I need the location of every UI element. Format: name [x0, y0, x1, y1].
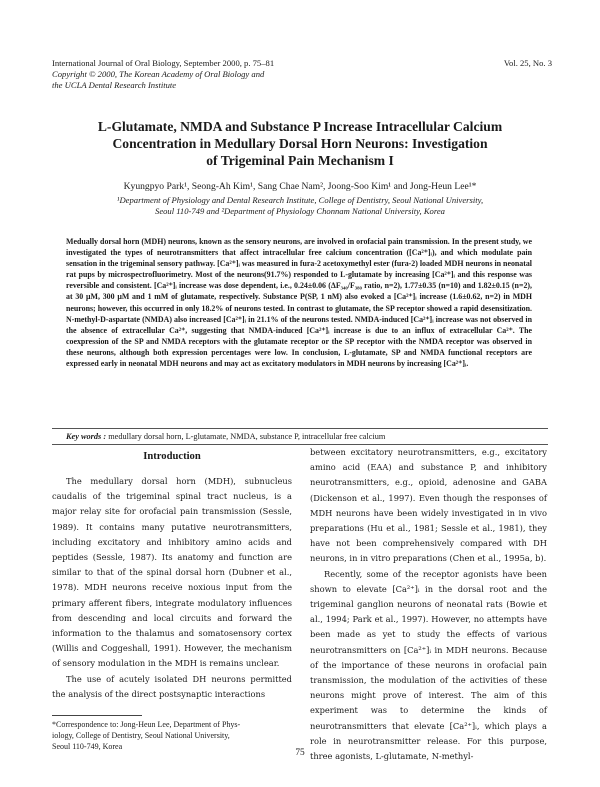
paragraph: The medullary dorsal horn (MDH), subnucleus caudalis of the trigeminal spinal tract nucleus, is a major relay site for orofacial pain transmission (Sessle, 1989). It contains many putative neurotransmitters, including excitatory and inhibitory amino acids and peptides (Sessle, 1987). Its anatomy and function are similar to that of the spinal dorsal horn (Dubner et al., 1978). MDH neurons receive noxious input from the primary afferent fibers, integrate modulatory influences from descending and local circuits and forward the information to the thalamus and somatosensory cortex (Willis and Coggeshall, 1991). However, the mechanism of sensory modulation in the MDH is remains unclear.	[52, 476, 292, 669]
copyright-line-2: the UCLA Dental Research Institute	[52, 80, 177, 90]
paragraph: The use of acutely isolated DH neurons permitted the analysis of the direct postsynaptic interactions	[52, 673, 292, 699]
title-line-1: L-Glutamate, NMDA and Substance P Increase Intracellular Calcium	[97, 119, 503, 134]
footnote-line-1: *Correspondence to: Jong-Heun Lee, Department of Phys-	[52, 720, 241, 729]
footnote-line-2: iology, College of Dentistry, Seoul National University,	[52, 731, 230, 740]
keywords-label: Key words :	[66, 432, 107, 441]
copyright-line: Copyright © 2000, The Korean Academy of Oral Biology and	[52, 69, 265, 79]
affiliation-line-2: Seoul 110-749 and ²Department of Physiology Chonnam National University, Korea	[155, 206, 445, 216]
volume-number: Vol. 25, No. 3	[503, 58, 552, 68]
article-title	[40, 118, 560, 169]
affiliations	[60, 195, 540, 217]
section-heading-introduction: Introduction	[143, 451, 201, 462]
paragraph: between excitatory neurotransmitters, e.g., excitatory amino acid (EAA) and substance P, and inhibitory neurotransmitters, e.g., opioid, adenosine and GABA (Dickenson et al., 1997). Even though the responses of MDH neurons have been widely investigated in in vivo preparations (Hu et al., 1981; Sessle et al., 1981), they have not been comprehensively compared with DH neurons, in in vitro preparations (Chen et al., 1995a, b).	[310, 447, 547, 564]
journal-citation: International Journal of Oral Biology, September 2000, p. 75–81	[52, 58, 275, 68]
keywords-text: medullary dorsal horn, L-glutamate, NMDA, substance P, intracellular free calcium	[108, 432, 386, 441]
affiliation-line-1: ¹Department of Physiology and Dental Research Institute, College of Dentistry, Seoul National University,	[116, 195, 484, 205]
abstract-top-rule	[52, 428, 548, 429]
title-line-3: of Trigeminal Pain Mechanism I	[206, 153, 394, 168]
body-column-left	[52, 474, 292, 702]
footnote-rule	[52, 715, 142, 716]
body-column-right	[310, 445, 547, 764]
abstract: Medually dorsal horn (MDH) neurons, known as the sensory neurons, are involved in orofacial pain transmission. In the present study, we investigated the types of neurotransmitters that affect intracellular free calcium concentration ([Ca²⁺]ᵢ), and which modulate pain sensation in the trigeminal sensory pathway. [Ca²⁺]ᵢ was measured in fura-2 acetoxymethyl ester (fura-2) loaded MDH neurons in neonatal rat pups by microspectrofluorimetry. Most of the neurons(91.7%) responded to L-glutamate by increasing [Ca²⁺]ᵢ and this response was reversible and consistent. [Ca²⁺]ᵢ increase was dose dependent, i.e., 0.24±0.06 (ΔF₃₄₀/F₃₈₀ ratio, n=2), 1.77±0.35 (n=10) and 1.82±0.15 (n=2), at 30 μM, 300 μM and 1 mM of glutamate, respectively. Substance P(SP, 1 nM) also evoked a [Ca²⁺]ᵢ increase (1.6±0.62, n=2) in MDH neurons; however, this occurred in only 18.2% of neurons tested. In contrast to glutamate, the SP receptor showed a rapid desensitization. N-methyl-D-aspartate (NMDA) also increased [Ca²⁺]ᵢ in 21.1% of the neurons tested. NMDA-induced [Ca²⁺]ᵢ increase was not observed in the absence of extracellular Ca²⁺, suggesting that NMDA-induced [Ca²⁺]ᵢ increase is due to an influx of extracellular Ca²⁺. The coexpression of the SP and NMDA receptors with the glutamate receptor or the SP receptor with the NMDA receptor was observed in these neurons, although both expression percentages were low. In conclusion, L-glutamate, SP and NMDA functional receptors are expressed early in neonatal MDH neurons and may act as excitatory modulators in MDH neurons by increasing [Ca²⁺]ᵢ.	[66, 237, 532, 369]
paragraph: Recently, some of the receptor agonists have been shown to elevate [Ca²⁺]ᵢ in the dorsal root and the trigeminal ganglion neurons of neonatal rats (Bowie et al., 1994; Park et al., 1997). However, no attempts have been made as yet to study the effects of various neurotransmitters on [Ca²⁺]ᵢ in MDH neurons. Because of the importance of these neurons in orofacial pain transmission, the modulation of the activities of these neurons might prove of interest. The aim of this experiment was to determine the kinds of neurotransmitters that elevate [Ca²⁺]ᵢ, which plays a role in neurotransmitter release. For this purpose, three agonists, L-glutamate, N-methyl-	[310, 568, 547, 762]
title-line-2: Concentration in Medullary Dorsal Horn Neurons: Investigation	[112, 136, 488, 151]
page-number: 75	[295, 748, 305, 758]
keywords	[66, 432, 532, 441]
footnote-line-3: Seoul 110-749, Korea	[52, 742, 123, 751]
author-list: Kyungpyo Park¹, Seong-Ah Kim¹, Sang Chae Nam², Joong-Soo Kim¹ and Jong-Heun Lee¹*	[123, 181, 477, 192]
journal-header	[52, 58, 552, 91]
